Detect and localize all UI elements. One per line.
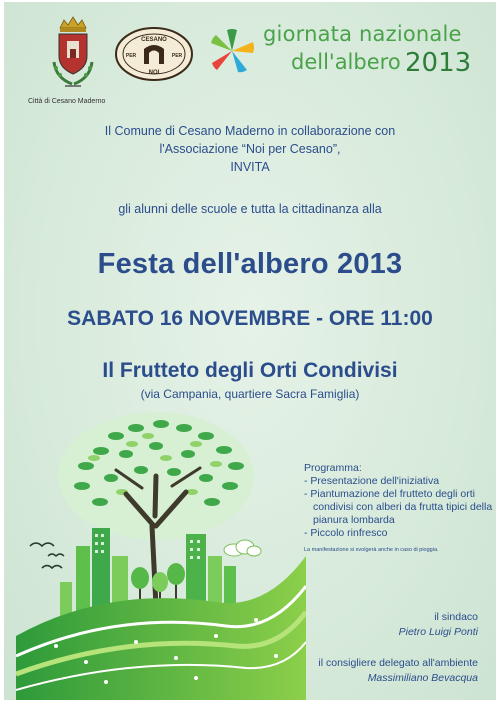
star-icon	[207, 26, 257, 76]
signature-name: Massimiliano Bevacqua	[367, 672, 478, 684]
intro-text	[4, 122, 496, 176]
program-title: Programma:	[304, 462, 362, 474]
bird-icon	[42, 566, 62, 569]
assoc-right-text: PER	[171, 53, 183, 59]
event-logo-line2: dell'albero	[291, 50, 401, 74]
event-logo-line1: giornata nazionale	[263, 22, 462, 46]
cloud-icon	[224, 540, 261, 556]
intro-line-1: Il Comune di Cesano Maderno in collaborazione con	[104, 124, 396, 138]
program-list	[304, 475, 494, 540]
rain-note: La manifestazione si svolgerà anche in caso di pioggia.	[304, 547, 439, 553]
program-item: - Presentazione dell'iniziativa	[304, 475, 440, 487]
intro-line-3: INVITA	[230, 160, 270, 174]
guests-text: gli alunni delle scuole e tutta la cittadinanza alla	[118, 202, 382, 216]
signature-mayor	[399, 610, 478, 640]
bird-icon	[30, 543, 54, 546]
event-title: Festa dell'albero 2013	[97, 248, 403, 280]
program-item: - Piantumazione del frutteto degli orti condivisi con alberi da frutta tipici della pianura lombarda	[304, 488, 493, 526]
intro-line-2: l'Associazione “Noi per Cesano”,	[159, 142, 341, 156]
signature-role: il consigliere delegato all'ambiente	[318, 657, 478, 669]
event-address: (via Campania, quartiere Sacra Famiglia)	[140, 387, 360, 401]
signature-name: Pietro Luigi Ponti	[398, 626, 478, 638]
city-crest-icon	[50, 14, 96, 94]
poster	[4, 2, 496, 700]
event-logo-year: 2013	[405, 48, 472, 78]
city-caption: Città di Cesano Maderno	[28, 98, 106, 105]
event-logo	[201, 16, 491, 82]
bird-icon	[48, 554, 64, 556]
event-place: Il Frutteto degli Orti Condivisi	[102, 359, 398, 382]
assoc-bottom-text: NOI	[148, 70, 160, 76]
program-box	[304, 462, 494, 557]
program-item: - Piccolo rinfresco	[304, 527, 388, 539]
assoc-left-text: PER	[125, 53, 137, 59]
event-date: SABATO 16 NOVEMBRE - ORE 11:00	[67, 307, 433, 330]
association-logo	[114, 26, 194, 82]
assoc-top-text: CESANO	[141, 37, 167, 43]
signature-role: il sindaco	[434, 611, 478, 623]
signature-councillor	[318, 656, 478, 686]
header	[4, 2, 496, 110]
tree-city-illustration	[16, 406, 306, 700]
